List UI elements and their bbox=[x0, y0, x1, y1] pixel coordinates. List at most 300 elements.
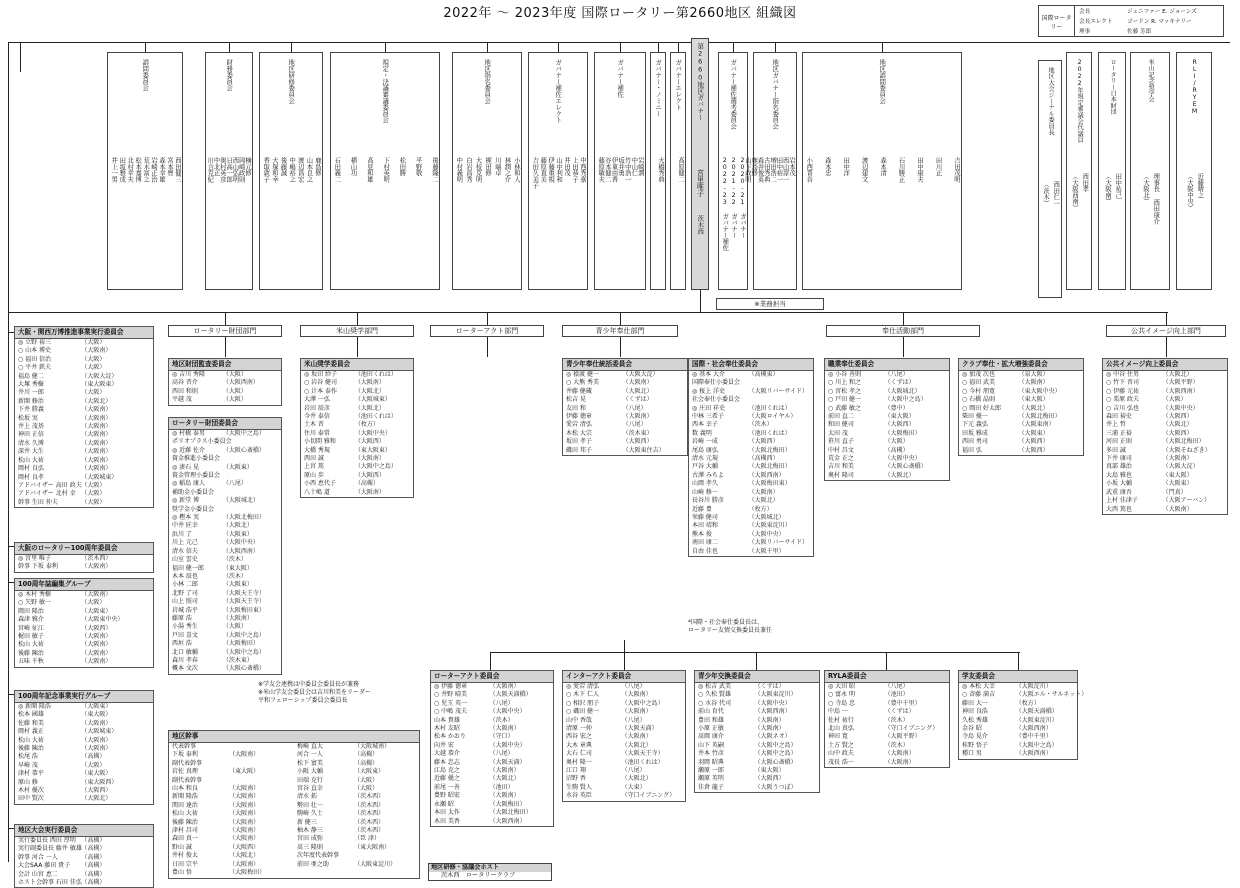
member-row bbox=[689, 388, 813, 396]
member-row bbox=[294, 793, 419, 801]
right-box-name: 西田仁一 bbox=[1052, 181, 1060, 207]
member-name: 幹事 下坂 泰利 bbox=[18, 563, 58, 571]
member-club: （大阪ロイヤル） bbox=[748, 413, 797, 421]
member-row bbox=[431, 708, 553, 716]
panel-title: 職業奉仕委員会 bbox=[825, 359, 949, 371]
member-name: ◎ 伊藤 徳章 bbox=[434, 683, 468, 690]
member-row bbox=[301, 438, 413, 446]
right-box-title: 地区大会ジーナル委員長 bbox=[1047, 67, 1055, 136]
panel-ryla bbox=[824, 670, 950, 768]
member-club: （大阪東） bbox=[81, 703, 112, 710]
right-box-name: （大阪中央） bbox=[1186, 173, 1193, 211]
panel-club bbox=[958, 358, 1084, 456]
panel-title: 大阪・関西万博推進事業実行委員会 bbox=[15, 327, 153, 339]
note-line: 平和フェローシップ委員会委員長 bbox=[258, 697, 348, 704]
member-club: （臣 津） bbox=[354, 835, 381, 843]
member-club: （大阪北） bbox=[81, 795, 112, 803]
member-name: 西垣 浩 bbox=[172, 640, 192, 648]
member-row bbox=[563, 717, 685, 725]
member-name: アドバイザー 北村 幸 bbox=[18, 490, 76, 498]
member-row bbox=[15, 431, 153, 439]
member-club: （大阪南） bbox=[622, 379, 653, 387]
member-name: 次年度代表幹事 bbox=[297, 852, 340, 860]
member-row bbox=[15, 871, 153, 879]
top-box-name: 後藤隆二 bbox=[430, 157, 438, 183]
top-box-name: 竹中浩一 bbox=[623, 157, 631, 183]
member-name: 副代表幹事 bbox=[172, 776, 203, 784]
member-club: （大阪西南） bbox=[1162, 387, 1199, 395]
member-row bbox=[825, 438, 949, 446]
top-box-name: 吉田茂明 bbox=[952, 157, 960, 183]
member-name: 上村 佳津子 bbox=[1106, 497, 1138, 505]
member-club: （大阪中之島） bbox=[222, 430, 265, 437]
member-club: （茨木西） bbox=[81, 555, 112, 562]
member-row bbox=[15, 845, 153, 853]
member-row bbox=[15, 770, 153, 778]
member-club: （大阪南） bbox=[354, 379, 385, 387]
top-box-name: 森本幸雄 bbox=[158, 157, 166, 183]
member-row bbox=[959, 708, 1077, 716]
member-club: （大阪） bbox=[81, 355, 106, 363]
member-row bbox=[959, 700, 1077, 708]
member-club: （大阪） bbox=[81, 490, 106, 498]
member-row bbox=[15, 728, 153, 736]
member-row bbox=[15, 474, 153, 482]
right-box-name: 近藤晴之 bbox=[1196, 173, 1204, 199]
host-title: 地区研修・協議会ホスト bbox=[429, 864, 551, 872]
member-club: （大阪北） bbox=[1018, 404, 1049, 412]
member-club: （大阪南） bbox=[81, 439, 112, 447]
panel-title: 青少年奉仕統括委員会 bbox=[563, 359, 687, 371]
member-row bbox=[301, 379, 413, 387]
member-club: （大阪） bbox=[81, 761, 106, 769]
right-box-2 bbox=[1098, 52, 1126, 290]
top-box-name: 山中利和 bbox=[555, 157, 563, 183]
top-box-name: 岩崎潤 bbox=[636, 157, 644, 176]
top-box-name: 井上一男 bbox=[110, 157, 118, 183]
member-club: （東大阪） bbox=[229, 768, 260, 776]
member-row bbox=[431, 717, 553, 725]
member-row bbox=[294, 760, 419, 768]
member-row bbox=[169, 607, 281, 615]
member-row bbox=[301, 421, 413, 429]
top-box-name: 大枝克明 bbox=[474, 157, 482, 183]
member-row bbox=[825, 700, 949, 708]
member-club: （大阪城東） bbox=[354, 396, 391, 404]
member-name: 駒崎 久士 bbox=[297, 810, 323, 818]
member-row bbox=[15, 650, 153, 658]
member-name: 井村 俊太 bbox=[172, 852, 198, 860]
member-row bbox=[825, 472, 949, 480]
top-box-0 bbox=[107, 52, 183, 290]
member-club: （大阪大淀） bbox=[1162, 463, 1199, 471]
member-row bbox=[695, 700, 819, 708]
member-name: 尾島 康弘 bbox=[692, 446, 718, 454]
member-name: 資金推進小委員会 bbox=[172, 455, 221, 463]
member-name: ○ 久松 賢雄 bbox=[698, 691, 732, 699]
member-name: 中井 匠幸 bbox=[172, 522, 198, 530]
member-club: （大阪南） bbox=[884, 750, 915, 758]
member-club: （大阪中央） bbox=[748, 530, 785, 538]
member-club: （大阪西） bbox=[1018, 438, 1049, 446]
member-name: 小林 二郎 bbox=[172, 581, 198, 589]
top-box-name: 松田勝 bbox=[398, 157, 406, 176]
member-club: （大阪北） bbox=[1162, 421, 1193, 429]
member-club: （大阪東淀川） bbox=[354, 860, 397, 868]
member-name: ◎ 新堂 博 bbox=[172, 497, 200, 505]
member-name: ○ 木下 仁人 bbox=[566, 691, 600, 699]
member-name: 戸田 喜文 bbox=[172, 631, 198, 639]
governor-box bbox=[691, 38, 709, 290]
member-name: ○ 井野 晴美 bbox=[434, 691, 468, 699]
top-box-title: 地区研修委員会 bbox=[287, 59, 296, 104]
top-box-name: 井田茂 bbox=[563, 157, 571, 176]
member-club: （池田） bbox=[489, 783, 514, 791]
member-club: （大阪東） bbox=[354, 768, 385, 776]
member-row bbox=[1103, 396, 1227, 404]
member-row bbox=[563, 379, 687, 387]
member-row bbox=[689, 548, 813, 556]
top-box-1 bbox=[205, 52, 253, 290]
member-club: （枚方） bbox=[748, 505, 773, 513]
member-name: 大澤 一弘 bbox=[304, 396, 330, 404]
member-name: 山本 貴雄 bbox=[434, 716, 460, 724]
member-name: ○ 栗原 政夫 bbox=[1106, 396, 1140, 404]
member-club: （八尾） bbox=[622, 421, 647, 429]
member-name: ◎ 坂田 紗子 bbox=[304, 371, 338, 378]
member-club: （大阪心斎橋） bbox=[884, 463, 927, 471]
member-club: （大阪中央） bbox=[489, 708, 526, 716]
panel-title: 地区大会実行委員会 bbox=[15, 825, 153, 837]
member-name: 森田 真一 bbox=[172, 835, 198, 843]
member-club: （八尾） bbox=[489, 750, 514, 758]
member-row bbox=[959, 405, 1083, 413]
member-club: （大阪中央） bbox=[754, 699, 791, 707]
member-name: ○ 石橋 晶則 bbox=[962, 396, 996, 404]
top-box-name: 川合克紀 bbox=[206, 157, 214, 183]
member-name: 大島 雅也 bbox=[1106, 471, 1132, 479]
member-club bbox=[223, 455, 278, 463]
member-row bbox=[15, 737, 153, 745]
member-name: 山中 香哉 bbox=[566, 716, 592, 724]
member-club: （大阪中之島） bbox=[621, 699, 664, 707]
member-row bbox=[563, 421, 687, 429]
member-name: 近藤 優之 bbox=[434, 775, 460, 783]
member-club: （茨木西） bbox=[354, 793, 385, 801]
member-club: （大阪北） bbox=[622, 387, 653, 395]
panel-title: 100周年記念事業実行グループ bbox=[15, 691, 153, 703]
member-club: （高槻） bbox=[81, 845, 106, 853]
member-club: （大阪城東） bbox=[81, 728, 118, 736]
member-club: （大阪東） bbox=[1018, 429, 1049, 437]
member-club: （大阪西南） bbox=[222, 547, 259, 555]
panel-scholar bbox=[958, 670, 1088, 760]
member-row bbox=[563, 405, 687, 413]
member-name: ◎ 木村 秀樹 bbox=[18, 591, 52, 598]
member-club: （東大阪） bbox=[884, 413, 915, 421]
member-row bbox=[689, 539, 813, 547]
member-name: 松坂 実 bbox=[18, 414, 38, 422]
member-club: （東大阪東） bbox=[81, 381, 118, 389]
member-club: （大阪北） bbox=[354, 404, 385, 412]
member-club: （豊中千里） bbox=[884, 699, 921, 707]
member-row bbox=[959, 750, 1077, 758]
member-row bbox=[169, 548, 281, 556]
member-row bbox=[825, 379, 949, 387]
member-name: 永瀬 昭 bbox=[434, 800, 454, 808]
member-row bbox=[689, 379, 813, 387]
top-box-name: 渡辺建文 bbox=[860, 157, 868, 183]
member-row bbox=[695, 742, 819, 750]
top-box-name: 北村幸夫 bbox=[126, 157, 134, 183]
member-club: （大阪梅田） bbox=[229, 869, 266, 877]
panel-title: 青少年交換委員会 bbox=[695, 671, 819, 683]
member-row bbox=[431, 801, 553, 809]
member-club: （大阪中之島） bbox=[754, 750, 797, 758]
member-club: （東大阪東） bbox=[354, 446, 391, 454]
member-club: （大阪南） bbox=[621, 733, 652, 741]
member-row bbox=[15, 641, 153, 649]
member-row bbox=[695, 750, 819, 758]
member-name: 柴田 優一 bbox=[962, 413, 988, 421]
member-club: （大阪東中央） bbox=[81, 616, 124, 624]
member-club: （大阪城南） bbox=[354, 743, 391, 750]
top-box-name: 梶田修 bbox=[484, 157, 492, 176]
top-box-name: 鹿島修 bbox=[750, 157, 758, 176]
top-box-title: 地区ガバナー指名委員会 bbox=[771, 59, 780, 130]
right-box-name: （大阪北） bbox=[1142, 173, 1149, 205]
panel-title: 学友委員会 bbox=[959, 671, 1077, 683]
member-name: 中村 昌文 bbox=[828, 446, 854, 454]
member-club: （大阪） bbox=[222, 623, 247, 631]
member-club: （大阪北梅田） bbox=[1162, 438, 1205, 446]
member-name: 山崎 修一 bbox=[692, 488, 718, 496]
panel-staff bbox=[168, 730, 420, 879]
top-box-8 bbox=[670, 52, 686, 290]
member-name: 髙岡 康介 bbox=[698, 733, 724, 741]
member-club: （八尾） bbox=[884, 371, 909, 378]
member-name: 後藤 陳治 bbox=[172, 818, 198, 826]
member-row bbox=[689, 531, 813, 539]
member-row bbox=[689, 447, 813, 455]
member-name: ○ 川上 和之 bbox=[828, 379, 862, 387]
member-row bbox=[169, 793, 294, 801]
member-name: 柚木 静三 bbox=[297, 827, 323, 835]
member-club: （大阪大淀） bbox=[622, 371, 659, 378]
member-row bbox=[169, 852, 294, 860]
member-row bbox=[15, 499, 153, 507]
member-row bbox=[689, 480, 813, 488]
member-name: 荒金 正之 bbox=[828, 455, 854, 463]
member-name: 北山 真弘 bbox=[828, 725, 854, 733]
member-club: （大阪心斎橋） bbox=[222, 446, 265, 454]
member-name: 吉川 和美 bbox=[828, 463, 854, 471]
member-name: 補助金小委員会 bbox=[172, 488, 215, 496]
member-club bbox=[223, 506, 278, 514]
member-row bbox=[169, 819, 294, 827]
member-club: （豊中） bbox=[884, 404, 909, 412]
member-club: （大阪北） bbox=[229, 852, 260, 860]
member-name: 田中 賢次 bbox=[18, 795, 44, 803]
panel-title: 地区財団監査委員会 bbox=[169, 359, 281, 371]
member-row bbox=[959, 396, 1083, 404]
member-club: （大阪中央） bbox=[354, 429, 391, 437]
member-name: 田坂 雅成 bbox=[962, 429, 988, 437]
member-row bbox=[689, 522, 813, 530]
member-club: （茨木西） bbox=[354, 810, 385, 818]
member-row bbox=[169, 506, 281, 514]
top-box-name: 森本清 bbox=[879, 157, 887, 176]
panel-book100 bbox=[14, 578, 154, 668]
member-name: 豊野 昭宏 bbox=[434, 792, 460, 800]
member-row bbox=[563, 792, 685, 800]
member-club: （泉大阪） bbox=[1018, 371, 1049, 378]
member-row bbox=[15, 720, 153, 728]
member-row bbox=[695, 759, 819, 767]
member-name: ○ 山本 博史 bbox=[18, 347, 52, 355]
member-row bbox=[959, 379, 1083, 387]
member-row bbox=[169, 489, 281, 497]
member-club: （高槻） bbox=[354, 751, 379, 759]
member-club: （大阪南） bbox=[1162, 505, 1193, 513]
member-club: （大阪南） bbox=[81, 641, 112, 649]
member-name: 久松 秀雄 bbox=[962, 716, 988, 724]
top-box-name: 大橋秀典 bbox=[657, 157, 664, 183]
member-club: （大阪西南） bbox=[489, 817, 526, 825]
member-name: 後藤 陳治 bbox=[18, 745, 44, 753]
member-row bbox=[563, 430, 687, 438]
top-box-2 bbox=[259, 52, 323, 290]
member-club: （大阪西） bbox=[1018, 446, 1049, 454]
member-row bbox=[689, 497, 813, 505]
member-name: 後藤 陳治 bbox=[18, 649, 44, 657]
member-row bbox=[825, 750, 949, 758]
member-name: 武重 康吾 bbox=[1106, 488, 1132, 496]
top-box-11 bbox=[802, 52, 962, 290]
member-name: 井藤 健蔵 bbox=[566, 387, 592, 395]
member-club: （大阪中之島） bbox=[222, 648, 265, 656]
member-name: 岡村 良弘 bbox=[18, 465, 44, 473]
member-name: 木村 優次 bbox=[18, 787, 44, 795]
member-row bbox=[169, 802, 294, 810]
member-row bbox=[15, 364, 153, 372]
member-row bbox=[169, 590, 281, 598]
top-box-name: 藤原敏夫 bbox=[597, 157, 605, 183]
member-name: ◎ 桜上 洋史 bbox=[692, 387, 726, 395]
member-club: （大阪千里） bbox=[748, 547, 785, 555]
member-row bbox=[695, 691, 819, 699]
top-box-name: 川端卓 bbox=[493, 157, 501, 176]
member-club: （大阪南） bbox=[1162, 455, 1193, 463]
top-box-name: 小林和人 bbox=[512, 157, 520, 183]
member-club: （茨木西） bbox=[354, 801, 385, 809]
member-name: 前田 亜之助 bbox=[297, 860, 329, 868]
member-row bbox=[1103, 405, 1227, 413]
member-row bbox=[169, 861, 294, 869]
member-row bbox=[689, 421, 813, 429]
member-club: （大阪南） bbox=[489, 767, 520, 775]
member-row bbox=[825, 388, 949, 396]
member-club: （大阪北） bbox=[621, 741, 652, 749]
member-name: 原山 修 bbox=[18, 778, 38, 786]
member-name: 寺島 晃介 bbox=[962, 733, 988, 741]
member-club: （高槻） bbox=[354, 480, 379, 488]
member-name: 松山 大祐 bbox=[18, 736, 44, 744]
member-club: （東大阪西） bbox=[81, 778, 118, 786]
member-name: ◎ 宮里 唯子 bbox=[18, 555, 52, 562]
member-name: 木村 友昭 bbox=[434, 725, 460, 733]
member-club: （大阪リバーサイド） bbox=[748, 539, 809, 547]
member-row bbox=[301, 396, 413, 404]
member-name: 山下 英嗣 bbox=[698, 741, 724, 749]
member-name: ○ 宮松 孝之 bbox=[828, 387, 862, 395]
member-club: （大阪） bbox=[81, 339, 106, 346]
member-name: 岩城 浩平 bbox=[172, 606, 198, 614]
dept-1: 米山奨学部門 bbox=[300, 325, 414, 337]
member-name: 小切間 雅和 bbox=[304, 438, 336, 446]
panel-fund_audit bbox=[168, 358, 282, 406]
member-club: （くずは） bbox=[622, 396, 653, 404]
member-name: 豊田 和雄 bbox=[698, 716, 724, 724]
top-box-name: 高見和雄 bbox=[365, 157, 373, 183]
member-club: （大阪中央） bbox=[1162, 404, 1199, 412]
member-row bbox=[563, 742, 685, 750]
top-box-name: 石川勝正 bbox=[897, 157, 905, 183]
member-club: （大阪アーバン） bbox=[1162, 497, 1211, 505]
member-name: ○ 吉川 弘也 bbox=[1106, 404, 1140, 412]
member-name: 笹川 直子 bbox=[828, 438, 854, 446]
member-name: ○ 福田 武美 bbox=[962, 379, 996, 387]
member-row bbox=[959, 742, 1077, 750]
member-name: 坂田 孝子 bbox=[566, 438, 592, 446]
panel-pi bbox=[1102, 358, 1228, 515]
note-line: *国際・社会奉仕委員長は、 bbox=[688, 619, 764, 626]
top-box-name: 伊藤重規 bbox=[547, 157, 555, 183]
member-row bbox=[563, 775, 685, 783]
member-row bbox=[1103, 421, 1227, 429]
member-name: 北野 了司 bbox=[172, 589, 198, 597]
member-club: （八尾） bbox=[621, 683, 646, 690]
member-row bbox=[301, 463, 413, 471]
member-row bbox=[695, 733, 819, 741]
member-club: （高槻東） bbox=[748, 371, 779, 378]
member-club: （八尾） bbox=[622, 404, 647, 412]
panel-vocational bbox=[824, 358, 950, 481]
member-row bbox=[15, 658, 153, 666]
top-box-name: 坂井勇 bbox=[617, 157, 625, 176]
member-name: 平越 茂 bbox=[172, 396, 192, 404]
member-club: （大阪西） bbox=[81, 624, 112, 632]
member-name: 松本 國雄 bbox=[18, 711, 44, 719]
member-row bbox=[959, 691, 1088, 699]
member-club: （大阪城東） bbox=[81, 473, 118, 481]
member-name: 大会SAA 藤田 貴子 bbox=[18, 862, 71, 870]
top-box-name: 高原健二 bbox=[677, 157, 684, 183]
member-row bbox=[1103, 480, 1227, 488]
member-name: ◎ 庄田 祥史 bbox=[692, 404, 726, 412]
member-name: ○ 岩谷 健司 bbox=[304, 379, 338, 387]
member-name: ○ 磯田 健一 bbox=[566, 708, 600, 716]
member-club: （大阪東淀川） bbox=[748, 522, 791, 530]
member-row bbox=[169, 649, 281, 657]
member-row bbox=[15, 762, 153, 770]
panel-title: 国際・社会奉仕委員会 bbox=[689, 359, 813, 371]
top-box-name: 後藤誠 bbox=[279, 157, 287, 176]
member-name: 神田 寛 bbox=[828, 733, 848, 741]
top-box-name: 田川正 bbox=[934, 157, 942, 176]
member-row bbox=[959, 438, 1083, 446]
member-row bbox=[689, 438, 813, 446]
